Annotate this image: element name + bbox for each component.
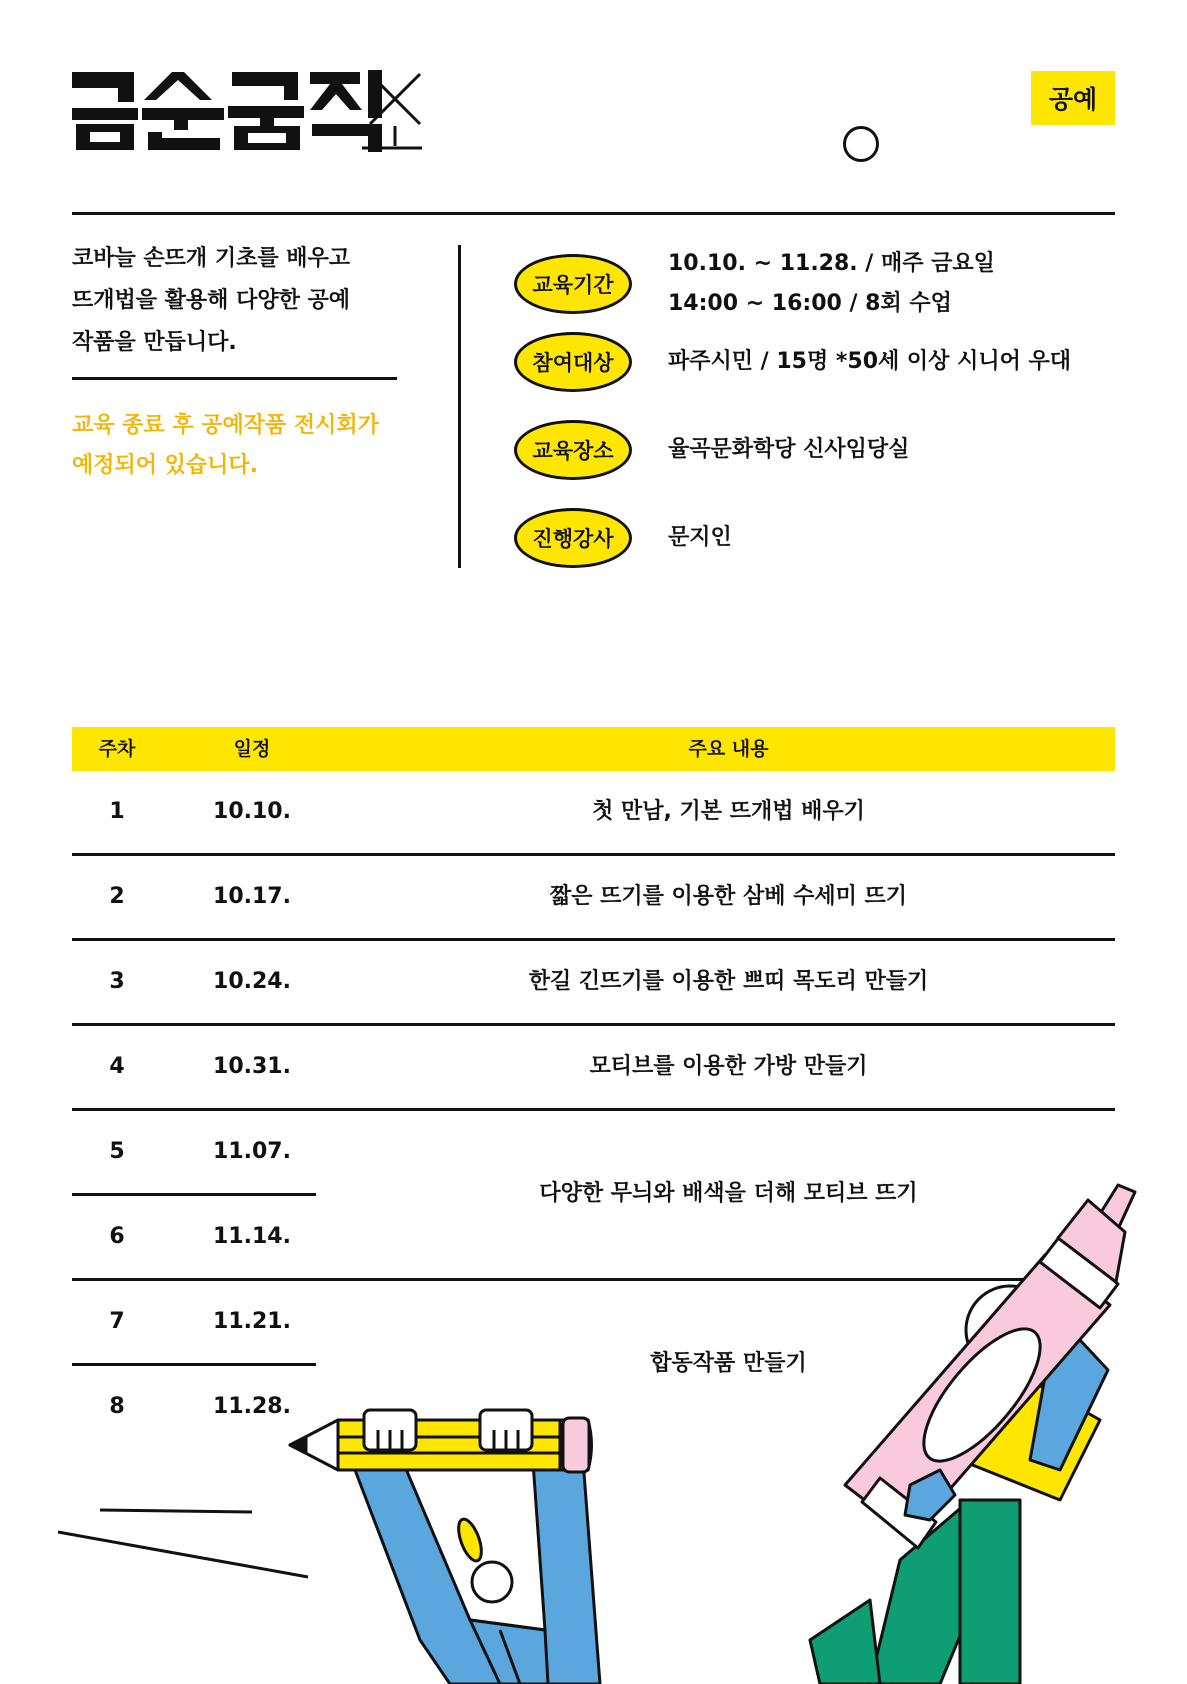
row-content: 다양한 무늬와 배색을 더해 모티브 뜨기 bbox=[539, 1181, 918, 1206]
header-content: 주요 내용 bbox=[688, 738, 769, 760]
row-date: 10.10. bbox=[213, 799, 291, 824]
crayon-character bbox=[810, 1185, 1135, 1684]
exhibition-note bbox=[72, 406, 412, 486]
category-badge: 공예 bbox=[1031, 71, 1115, 125]
row-week: 2 bbox=[109, 884, 125, 909]
info-label-pill: 교육기간 bbox=[514, 254, 632, 314]
info-target bbox=[514, 332, 1071, 392]
row-date: 10.31. bbox=[213, 1054, 291, 1079]
note-line: 교육 종료 후 공예작품 전시회가 bbox=[72, 413, 379, 438]
info-label-pill: 진행강사 bbox=[514, 508, 632, 568]
circle-decoration bbox=[843, 126, 879, 162]
row-date: 10.17. bbox=[213, 884, 291, 909]
header-date: 일정 bbox=[233, 738, 271, 760]
info-value-line: 율곡문화학당 신사임당실 bbox=[668, 437, 910, 462]
row-week: 1 bbox=[109, 799, 125, 824]
row-content: 모티브를 이용한 가방 만들기 bbox=[589, 1054, 868, 1079]
note-line: 예정되어 있습니다. bbox=[72, 453, 259, 478]
intro-line: 뜨개법을 활용해 다양한 공예 bbox=[72, 288, 351, 313]
row-divider bbox=[72, 938, 1115, 941]
info-value-line: 10.10. ~ 11.28. / 매주 금요일 bbox=[668, 251, 995, 276]
info-value bbox=[668, 342, 1071, 382]
row-date: 11.28. bbox=[213, 1394, 291, 1419]
schedule-header bbox=[72, 727, 1115, 771]
row-date: 10.24. bbox=[213, 969, 291, 994]
row-divider bbox=[72, 853, 1115, 856]
info-value bbox=[668, 244, 995, 324]
row-content: 짧은 뜨기를 이용한 삼베 수세미 뜨기 bbox=[549, 884, 908, 909]
info-value-line: 문지인 bbox=[668, 525, 732, 550]
row-week: 6 bbox=[109, 1224, 125, 1249]
header-week: 주차 bbox=[98, 738, 136, 760]
motion-lines bbox=[58, 1510, 308, 1577]
info-label-pill: 참여대상 bbox=[514, 332, 632, 392]
info-value-line: 14:00 ~ 16:00 / 8회 수업 bbox=[668, 291, 952, 316]
top-divider bbox=[72, 212, 1115, 215]
row-divider bbox=[72, 1108, 1115, 1111]
info-value bbox=[668, 518, 732, 558]
row-divider bbox=[72, 1193, 316, 1196]
brand-logo bbox=[72, 70, 422, 152]
intro-divider bbox=[72, 377, 397, 380]
row-date: 11.21. bbox=[213, 1309, 291, 1334]
row-divider bbox=[72, 1278, 1115, 1281]
row-content: 한길 긴뜨기를 이용한 쁘띠 목도리 만들기 bbox=[528, 969, 929, 994]
row-week: 7 bbox=[109, 1309, 125, 1334]
info-instructor bbox=[514, 508, 732, 568]
row-week: 3 bbox=[109, 969, 125, 994]
info-label-pill: 교육장소 bbox=[514, 420, 632, 480]
row-divider bbox=[72, 1363, 316, 1366]
row-week: 4 bbox=[109, 1054, 125, 1079]
row-week: 5 bbox=[109, 1139, 125, 1164]
row-date: 11.07. bbox=[213, 1139, 291, 1164]
info-period bbox=[514, 244, 995, 324]
info-location bbox=[514, 420, 909, 480]
info-value bbox=[668, 430, 909, 470]
intro-text bbox=[72, 238, 412, 364]
row-content: 합동작품 만들기 bbox=[650, 1351, 807, 1376]
vertical-divider bbox=[458, 245, 461, 568]
intro-line: 코바늘 손뜨개 기초를 배우고 bbox=[72, 246, 351, 271]
info-value-line: 파주시민 / 15명 *50세 이상 시니어 우대 bbox=[668, 349, 1072, 374]
row-date: 11.14. bbox=[213, 1224, 291, 1249]
row-divider bbox=[72, 1023, 1115, 1026]
intro-line: 작품을 만듭니다. bbox=[72, 330, 237, 355]
pencil-character bbox=[290, 1410, 600, 1684]
row-content: 첫 만남, 기본 뜨개법 배우기 bbox=[592, 799, 865, 824]
row-week: 8 bbox=[109, 1394, 125, 1419]
